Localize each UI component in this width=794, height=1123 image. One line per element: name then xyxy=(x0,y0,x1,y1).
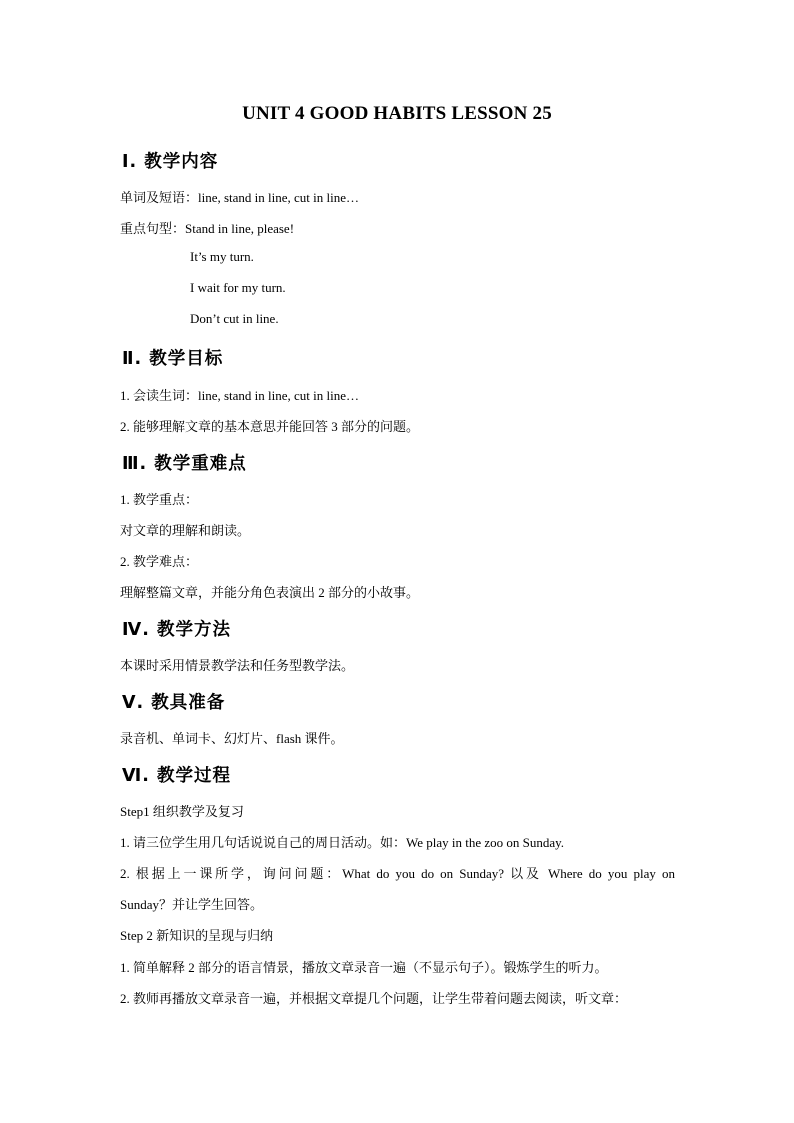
difficult-point-text: 理解整篇文章，并能分角色表演出 2 部分的小故事。 xyxy=(120,585,420,600)
section-heading-teaching-process: Ⅵ. 教学过程 xyxy=(122,766,231,786)
process-item: 2. 教师再播放文章录音一遍，并根据文章提几个问题，让学生带着问题去阅读，听文章： xyxy=(120,991,628,1006)
process-item: 1. 简单解释 2 部分的语言情景，播放文章录音一遍（不显示句子）。锻炼学生的听力。 xyxy=(120,960,608,975)
section-heading-teaching-aids: Ⅴ. 教具准备 xyxy=(122,693,226,713)
process-item: 2. 根据上一课所学，询问问题：What do you do on Sunday? 以及 Where do you play on xyxy=(120,866,675,881)
goal-item: 1. 会读生词：line, stand in line, cut in line… xyxy=(120,388,360,403)
key-point-label: 1. 教学重点： xyxy=(120,492,199,507)
step-heading: Step1 组织教学及复习 xyxy=(120,804,244,819)
section-heading-teaching-content: Ⅰ. 教学内容 xyxy=(122,152,219,172)
key-sentence-line: It’s my turn. xyxy=(190,249,254,264)
key-sentence-line: 重点句型：Stand in line, please! xyxy=(120,221,295,236)
method-text: 本课时采用情景教学法和任务型教学法。 xyxy=(120,658,355,673)
section-heading-teaching-goals: Ⅱ. 教学目标 xyxy=(122,349,224,369)
process-item-continued: Sunday？并让学生回答。 xyxy=(120,897,264,912)
process-item: 1. 请三位学生用几句话说说自己的周日活动。如：We play in the zoo on Sunday. xyxy=(120,835,565,850)
goal-item: 2. 能够理解文章的基本意思并能回答 3 部分的问题。 xyxy=(120,419,420,434)
document-title: UNIT 4 GOOD HABITS LESSON 25 xyxy=(242,103,552,124)
step-heading: Step 2 新知识的呈现与归纳 xyxy=(120,928,274,943)
key-sentence-line: I wait for my turn. xyxy=(190,280,286,295)
key-point-text: 对文章的理解和朗读。 xyxy=(120,523,251,538)
difficult-point-label: 2. 教学难点： xyxy=(120,554,199,569)
vocabulary-line: 单词及短语：line, stand in line, cut in line… xyxy=(120,190,360,205)
aids-text: 录音机、单词卡、幻灯片、flash 课件。 xyxy=(120,731,344,746)
section-heading-key-difficult-points: Ⅲ. 教学重难点 xyxy=(122,454,247,474)
key-sentence-line: Don’t cut in line. xyxy=(190,311,279,326)
section-heading-teaching-methods: Ⅳ. 教学方法 xyxy=(122,620,231,640)
